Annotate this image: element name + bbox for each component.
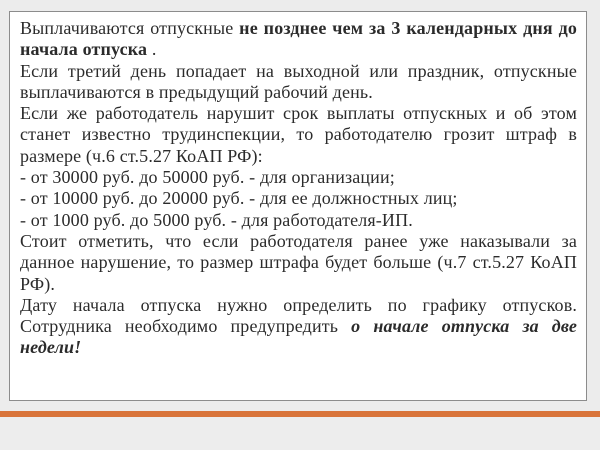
payment-deadline-text: Выплачиваются отпускные (20, 18, 240, 38)
fine-item-organization: - от 30000 руб. до 50000 руб. - для организации; (20, 167, 395, 188)
paragraph-repeat-violation: Стоит отметить, что если работодателя ранее уже наказывали за данное нарушение, то размер штрафа будет больше (ч.7 ст.5.27 КоАП РФ). (20, 230, 577, 294)
paragraph-employer-violation: Если же работодатель нарушит срок выплаты отпускных и об этом станет известно трудинспекции, то работодателю грозит штраф в размере (ч.6 ст.5.27 КоАП РФ): (20, 103, 577, 166)
paragraph-vacation-schedule (20, 295, 577, 359)
fine-item-officials: - от 10000 руб. до 20000 руб. - для ее должностных лиц; (20, 188, 458, 209)
vacation-schedule-text: Дату начала отпуска нужно определить по графику отпусков. Сотрудника необходимо предупредить (20, 294, 577, 337)
vacation-schedule-emphasis: о начале отпуска за две недели! (20, 316, 577, 358)
paragraph-payment-deadline (20, 18, 577, 61)
slide-footer-area (0, 417, 600, 450)
fine-item-individual-entrepreneur: - от 1000 руб. до 5000 руб. - для работодателя-ИП. (20, 209, 413, 230)
text-box (9, 11, 587, 401)
payment-deadline-period: . (151, 39, 157, 60)
payment-deadline-emphasis: не позднее чем за 3 календарных дня до начала отпуска (20, 18, 577, 60)
paragraph-holiday-rule: Если третий день попадает на выходной или праздник, отпускные выплачиваются в предыдущий рабочий день. (20, 60, 577, 102)
